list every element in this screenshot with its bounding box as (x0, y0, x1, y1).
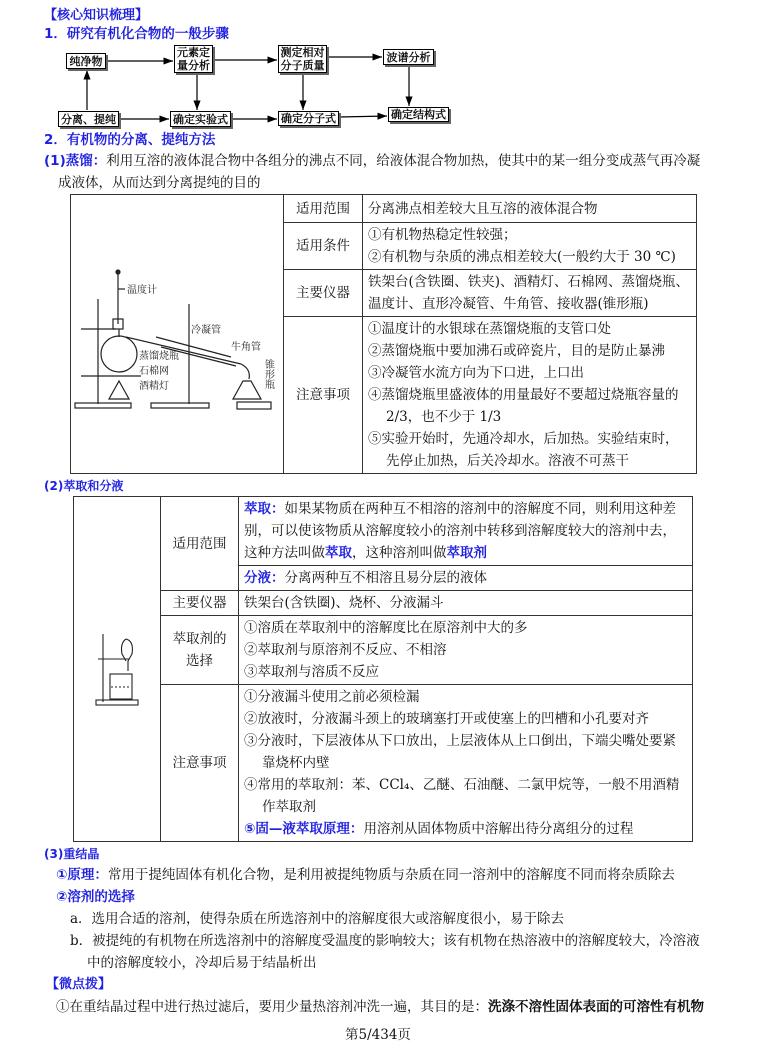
distill-text: 利用互溶的液体混合物中各组分的沸点不同，给液体混合物加热，使其中的某一组分变成蒸气再冷凝 (106, 153, 701, 169)
row-content: ①分液漏斗使用之前必须检漏 ②放液时，分液漏斗颈上的玻璃塞打开或使塞上的凹槽和小孔要对齐 ③分液时，下层液体从下口放出，上层液体从上口倒出，下端尖嘴处要紧 靠烧杯内壁 ④常用的萃取剂：苯、CCl₄、乙醚、石油醚、二氯甲烷等，一般不用酒精 作萃取剂 ⑤固—液萃取原理：用溶剂从固体物质中溶解出待分离组分的过程 (239, 685, 693, 842)
flow-separation: 分离、提纯 (58, 111, 119, 127)
row-content: 铁架台(含铁圈)、烧杯、分液漏斗 (239, 591, 693, 616)
label-flask: 蒸馏烧瓶 (139, 351, 179, 362)
solvent-item-b-2: 中的溶解度较小，冷却后易于结晶析出 (87, 955, 317, 971)
row-label: 萃取剂的 选择 (161, 616, 239, 685)
row-label: 适用条件 (284, 223, 363, 270)
separation-definition: 分液：分离两种互不相溶且易分层的液体 (239, 566, 693, 591)
flow-spectrum: 波谱分析 (383, 49, 434, 65)
flow-pure: 纯净物 (66, 53, 106, 69)
distillation-table (70, 194, 697, 474)
section-1-title: 1．研究有机化合物的一般步骤 (44, 26, 229, 42)
principle-term: ①原理： (56, 867, 108, 883)
extraction-table (73, 496, 693, 842)
extraction-figure (74, 497, 161, 842)
row-label: 适用范围 (284, 195, 363, 223)
document-body (0, 130, 768, 1046)
label-condenser: 冷凝管 (191, 325, 221, 336)
label-gauze: 石棉网 (139, 366, 169, 377)
row-label: 主要仪器 (161, 591, 239, 616)
flow-element-analysis: 元素定量分析 (174, 45, 213, 73)
flow-molecular: 确定分子式 (278, 111, 339, 126)
label-lamp: 酒精灯 (139, 381, 169, 392)
distill-text-2: 成液体，从而达到分离提纯的目的 (58, 175, 261, 191)
row-content: ①有机物热稳定性较强； ②有机物与杂质的沸点相差较大(一般约大于 30 ℃) (363, 223, 697, 270)
distillation-figure (71, 195, 284, 474)
extraction-label: (2)萃取和分液 (44, 479, 124, 493)
row-content: ①温度计的水银球在蒸馏烧瓶的支管口处 ②蒸馏烧瓶中要加沸石或碎瓷片，目的是防止暴沸 ③冷凝管水流方向为下口进，上口出 ④蒸馏烧瓶里盛液体的用量最好不要超过烧瓶容量的 2/3，也不少于 1/3 ⑤实验开始时，先通冷却水，后加热。实验结束时， 先停止加热，后关冷却水。溶液不可蒸干 (363, 317, 697, 474)
recrystallization-label: (3)重结晶 (44, 847, 100, 861)
principle-text: 常用于提纯固体有机化合物，是利用被提纯物质与杂质在同一溶剂中的溶解度不同而将杂质除去 (107, 867, 675, 883)
row-label: 注意事项 (161, 685, 239, 842)
row-label: 适用范围 (161, 497, 239, 591)
section-header: 【核心知识梳理】 (44, 8, 149, 23)
solvent-item-b: b．被提纯的有机物在所选溶剂中的溶解度受温度的影响较大；该有机物在热溶液中的溶解度较大，冷溶液 (70, 933, 700, 949)
row-label: 主要仪器 (284, 270, 363, 317)
row-content: 铁架台(含铁圈、铁夹)、酒精灯、石棉网、蒸馏烧瓶、 温度计、直形冷凝管、牛角管、接收器(锥形瓶) (363, 270, 697, 317)
label-conical-flask: 锥形瓶 (262, 359, 274, 389)
row-content: ①溶质在萃取剂中的溶解度比在原溶剂中大的多 ②萃取剂与原溶剂不反应、不相溶 ③萃取剂与溶质不反应 (239, 616, 693, 685)
solvent-choice-title: ②溶剂的选择 (56, 889, 135, 905)
page-number: 第5/434页 (345, 1027, 411, 1043)
extraction-definition: 萃取：如果某物质在两种互不相溶的溶剂中的溶解度不同，则利用这种差 别，可以使该物质从溶解度较小的溶剂中转移到溶解度较大的溶剂中去， 这种方法叫做萃取，这种溶剂叫做萃取剂 (239, 497, 693, 566)
separatory-funnel-icon (74, 629, 160, 709)
label-thermometer: 温度计 (127, 285, 157, 296)
flow-empirical: 确定实验式 (170, 111, 231, 127)
section-2-title: 2．有机物的分离、提纯方法 (44, 132, 216, 148)
flow-structure: 确定结构式 (388, 107, 449, 122)
distill-label: (1)蒸馏： (44, 153, 107, 169)
row-label: 注意事项 (284, 317, 363, 474)
distillation-apparatus-icon (71, 199, 283, 469)
tip-answer: 洗涤不溶性固体表面的可溶性有机物 (488, 999, 704, 1015)
flow-molecular-mass: 测定相对分子质量 (278, 45, 327, 73)
row-content: 分离沸点相差较大且互溶的液体混合物 (363, 195, 697, 223)
tip-text: ①在重结晶过程中进行热过滤后，要用少量热溶剂冲洗一遍，其目的是： (56, 999, 488, 1015)
solvent-item-a: a．选用合适的溶剂，使得杂质在所选溶剂中的溶解度很大或溶解度很小，易于除去 (70, 911, 565, 927)
tip-title: 【微点拨】 (46, 977, 112, 992)
label-adapter: 牛角管 (231, 342, 261, 353)
